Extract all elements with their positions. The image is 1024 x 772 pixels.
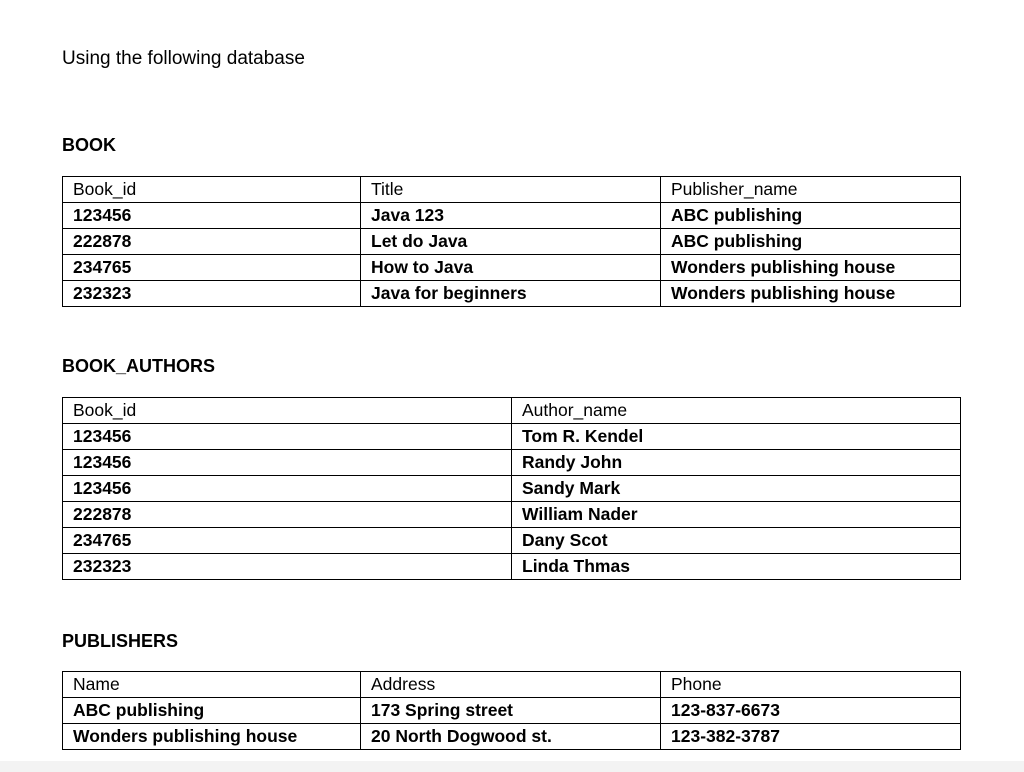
book-authors-header-row: [63, 398, 961, 424]
book-authors-table-title: BOOK_AUTHORS: [62, 356, 216, 376]
publisher-name-cell: Wonders publishing house: [661, 281, 961, 307]
book-id-cell: 123456: [63, 424, 512, 450]
book-id-cell: 123456: [63, 450, 512, 476]
title-cell: Java 123: [361, 203, 661, 229]
book-header-row: [63, 177, 961, 203]
author-name-cell: William Nader: [512, 502, 961, 528]
intro-text: Using the following database: [62, 48, 305, 69]
column-header-title: Title: [361, 177, 661, 203]
author-name-cell: Randy John: [512, 450, 961, 476]
table-row: [63, 528, 961, 554]
table-row: [63, 450, 961, 476]
book-id-cell: 232323: [63, 281, 361, 307]
author-name-cell: Tom R. Kendel: [512, 424, 961, 450]
book-table: [62, 176, 961, 307]
author-name-cell: Linda Thmas: [512, 554, 961, 580]
column-header-author-name: Author_name: [512, 398, 961, 424]
phone-cell: 123-837-6673: [661, 698, 961, 724]
book-id-cell: 234765: [63, 528, 512, 554]
book-table-title: BOOK: [62, 135, 116, 155]
title-cell: Let do Java: [361, 229, 661, 255]
column-header-name: Name: [63, 672, 361, 698]
book-id-cell: 234765: [63, 255, 361, 281]
phone-cell: 123-382-3787: [661, 724, 961, 750]
publisher-name-cell: Wonders publishing house: [661, 255, 961, 281]
table-row: [63, 255, 961, 281]
table-row: [63, 476, 961, 502]
book-id-cell: 123456: [63, 203, 361, 229]
address-cell: 20 North Dogwood st.: [361, 724, 661, 750]
book-id-cell: 222878: [63, 502, 512, 528]
publisher-name-cell: ABC publishing: [661, 229, 961, 255]
table-row: [63, 229, 961, 255]
table-row: [63, 698, 961, 724]
book-id-cell: 232323: [63, 554, 512, 580]
column-header-book-id: Book_id: [63, 398, 512, 424]
column-header-address: Address: [361, 672, 661, 698]
table-row: [63, 554, 961, 580]
column-header-phone: Phone: [661, 672, 961, 698]
column-header-publisher-name: Publisher_name: [661, 177, 961, 203]
address-cell: 173 Spring street: [361, 698, 661, 724]
publishers-header-row: [63, 672, 961, 698]
table-row: [63, 281, 961, 307]
author-name-cell: Dany Scot: [512, 528, 961, 554]
publisher-name-cell: ABC publishing: [661, 203, 961, 229]
column-header-book-id: Book_id: [63, 177, 361, 203]
book-authors-table: [62, 397, 961, 580]
table-row: [63, 502, 961, 528]
author-name-cell: Sandy Mark: [512, 476, 961, 502]
publishers-table: [62, 671, 961, 750]
page-bottom-edge: [0, 761, 1024, 772]
table-row: [63, 424, 961, 450]
book-id-cell: 123456: [63, 476, 512, 502]
publishers-table-title: PUBLISHERS: [62, 631, 179, 651]
table-row: [63, 724, 961, 750]
book-id-cell: 222878: [63, 229, 361, 255]
title-cell: Java for beginners: [361, 281, 661, 307]
table-row: [63, 203, 961, 229]
title-cell: How to Java: [361, 255, 661, 281]
publisher-name-cell: Wonders publishing house: [63, 724, 361, 750]
publisher-name-cell: ABC publishing: [63, 698, 361, 724]
